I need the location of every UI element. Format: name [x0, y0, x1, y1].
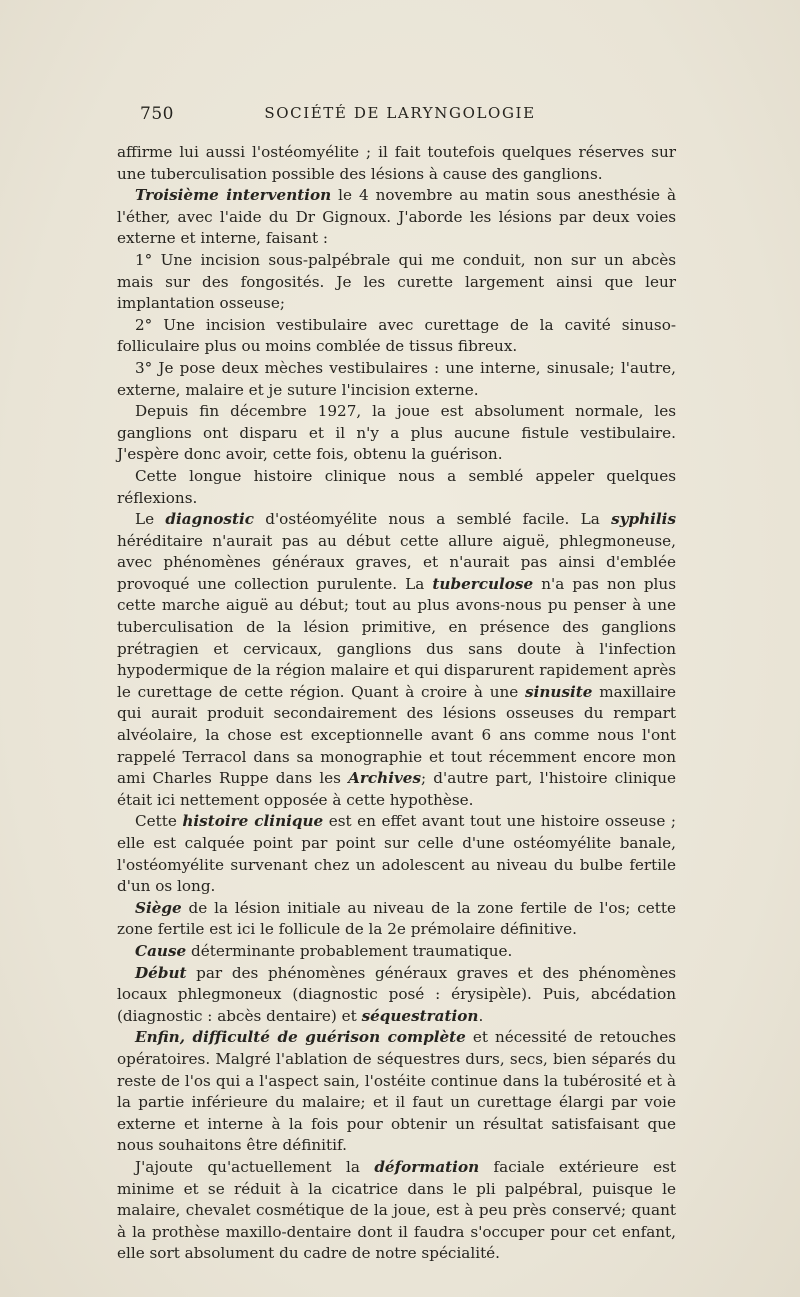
paragraph: affirme lui aussi l'ostéomyélite ; il fait toutefois quelques réserves sur une tuberculisation possible des lésions à cause des ganglions.: [117, 143, 676, 183]
paragraph: J'ajoute qu'actuellement la déformation faciale extérieure est minime et se réduit à la cicatrice dans le pli palpébral, puisque le malaire, chevalet cosmétique de la joue, est à peu près conservé; quant à la prothèse maxillo-dentaire dont il faudra s'occuper pour cet enfant, elle sort absolument du cadre de notre spécialité.: [117, 1157, 676, 1263]
running-title: SOCIÉTÉ DE LARYNGOLOGIE: [264, 104, 536, 122]
emphasis: déformation: [374, 1157, 480, 1176]
paragraph: Cette histoire clinique est en effet avant tout une histoire osseuse ; elle est calquée point par point sur celle d'une ostéomyélite banale, l'ostéomyélite survenant chez un adolescent au niveau du bulbe fertile d'un os long.: [117, 812, 676, 896]
emphasis: Troisième intervention: [135, 186, 332, 205]
body-text: [117, 142, 676, 1265]
paragraph: 2° Une incision vestibulaire avec curettage de la cavité sinuso-folliculaire plus ou moins comblée de tissus fibreux.: [117, 315, 676, 356]
paragraph: Enfin, difficulté de guérison complète et nécessité de retouches opératoires. Malgré l'ablation de séquestres durs, secs, bien séparés du reste de l'os qui a l'aspect sain, l'ostéite continue dans la tubérosité et à la partie inférieure du malaire; et il faut un curettage élargi par voie externe et interne à la fois pour obtenir un résultat satisfaisant que nous souhaitons être définitif.: [117, 1028, 676, 1155]
emphasis: diagnostic: [165, 510, 254, 529]
emphasis: syphilis: [611, 510, 676, 529]
paragraph: Début par des phénomènes généraux graves et des phénomènes locaux phlegmoneux (diagnostic posé : érysipèle). Puis, abcédation (diagnostic : abcès dentaire) et séquestration.: [117, 963, 676, 1025]
emphasis: séquestration: [361, 1006, 479, 1025]
paragraph: Depuis fin décembre 1927, la joue est absolument normale, les ganglions ont disparu et il n'y a plus aucune fistule vestibulaire. J'espère donc avoir, cette fois, obtenu la guérison.: [117, 402, 676, 464]
page-number: 750: [140, 104, 174, 124]
emphasis: sinusite: [525, 682, 593, 701]
emphasis: Cause: [135, 941, 187, 960]
paragraph: 3° Je pose deux mèches vestibulaires : une interne, sinusale; l'autre, externe, malaire et je suture l'incision externe.: [117, 358, 676, 399]
paragraph: Siège de la lésion initiale au niveau de la zone fertile de l'os; cette zone fertile est ici le follicule de la 2e prémolaire définitive.: [117, 898, 676, 939]
emphasis: Enfin, difficulté de guérison complète: [135, 1028, 466, 1047]
emphasis: Siège: [135, 898, 182, 917]
emphasis: Archives: [348, 769, 422, 788]
paragraph: Cause déterminante probablement traumatique.: [135, 941, 513, 960]
emphasis: tuberculose: [432, 574, 534, 593]
paragraph: Le diagnostic d'ostéomyélite nous a semblé facile. La syphilis héréditaire n'aurait pas au début cette allure aiguë, phlegmoneuse, avec phénomènes généraux graves, et n'aurait pas ainsi d'emblée provoqué une collection purulente. La tuberculose n'a pas non plus cette marche aiguë au début; tout au plus avons-nous pu penser à une tuberculisation de la lésion primitive, en présence des ganglions prétragien et cervicaux, ganglions dus sans doute à l'infection hypodermique de la région malaire et qui disparurent rapidement après le curettage de cette région. Quant à croire à une sinusite maxillaire qui aurait produit secondairement des lésions osseuses du rempart alvéolaire, la chose est exceptionnelle avant 6 ans comme nous l'ont rappelé Terracol dans sa monographie et tout récemment encore mon ami Charles Ruppe dans les Archives; d'autre part, l'histoire clinique était ici nettement opposée à cette hypothèse.: [117, 510, 676, 809]
emphasis: Début: [135, 963, 187, 982]
paragraph: Cette longue histoire clinique nous a semblé appeler quelques réflexions.: [117, 466, 676, 507]
page-header: [140, 104, 660, 128]
emphasis: histoire clinique: [182, 812, 324, 831]
paragraph: 1° Une incision sous-palpébrale qui me conduit, non sur un abcès mais sur des fongosités. Je les curette largement ainsi que leur implantation osseuse;: [117, 250, 676, 313]
paragraph: Troisième intervention le 4 novembre au matin sous anesthésie à l'éther, avec l'aide du Dr Gignoux. J'aborde les lésions par deux voies externe et interne, faisant :: [117, 186, 676, 248]
